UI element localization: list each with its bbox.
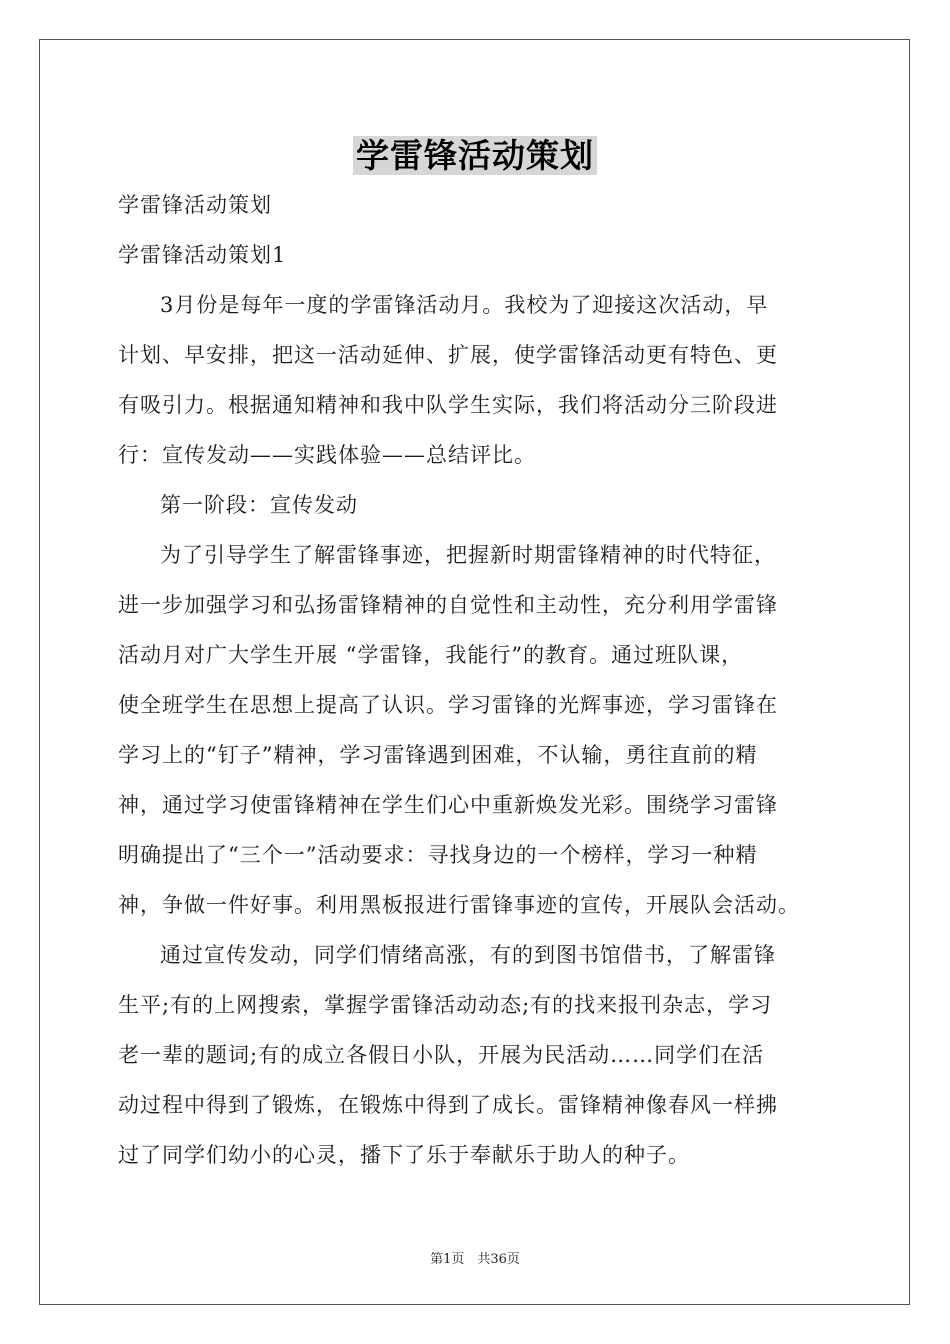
text-line: 活动月对广大学生开展 “学雷锋，我能行”的教育。通过班队课， bbox=[118, 643, 744, 667]
text-line: 为了引导学生了解雷锋事迹，把握新时期雷锋精神的时代特征， bbox=[160, 543, 776, 567]
text-line: 学雷锋活动策划 bbox=[118, 193, 272, 217]
text-line: 明确提出了“三个一”活动要求：寻找身边的一个榜样，学习一种精 bbox=[118, 843, 758, 867]
text-line: 3月份是每年一度的学雷锋活动月。我校为了迎接这次活动，早 bbox=[160, 293, 769, 317]
paragraph bbox=[118, 280, 838, 480]
paragraph bbox=[118, 480, 838, 530]
paragraph bbox=[118, 180, 838, 230]
text-line: 神，通过学习使雷锋精神在学生们心中重新焕发光彩。围绕学习雷锋 bbox=[118, 793, 778, 817]
page-footer: 第1页 共36页 bbox=[430, 1252, 520, 1267]
text-line: 有吸引力。根据通知精神和我中队学生实际，我们将活动分三阶段进 bbox=[118, 393, 778, 417]
text-line: 神，争做一件好事。利用黑板报进行雷锋事迹的宣传，开展队会活动。 bbox=[118, 893, 800, 917]
paragraph bbox=[118, 930, 838, 1180]
paragraph bbox=[118, 530, 838, 930]
text-line: 进一步加强学习和弘扬雷锋精神的自觉性和主动性，充分利用学雷锋 bbox=[118, 593, 778, 617]
text-line: 过了同学们幼小的心灵，播下了乐于奉献乐于助人的种子。 bbox=[118, 1143, 690, 1167]
text-line: 行：宣传发动——实践体验——总结评比。 bbox=[118, 443, 536, 467]
text-line: 学雷锋活动策划1 bbox=[118, 243, 287, 267]
document-body bbox=[118, 180, 838, 1180]
text-line: 生平;有的上网搜索，掌握学雷锋活动动态;有的找来报刊杂志，学习 bbox=[118, 993, 773, 1017]
text-line: 第一阶段：宣传发动 bbox=[160, 493, 358, 517]
document-title: 学雷锋活动策划 bbox=[353, 136, 597, 175]
text-line: 计划、早安排，把这一活动延伸、扩展，使学雷锋活动更有特色、更 bbox=[118, 343, 778, 367]
text-line: 老一辈的题词;有的成立各假日小队，开展为民活动……同学们在活 bbox=[118, 1043, 765, 1067]
text-line: 通过宣传发动，同学们情绪高涨，有的到图书馆借书，了解雷锋 bbox=[160, 943, 776, 967]
text-line: 使全班学生在思想上提高了认识。学习雷锋的光辉事迹，学习雷锋在 bbox=[118, 693, 778, 717]
paragraph bbox=[118, 230, 838, 280]
text-line: 动过程中得到了锻炼，在锻炼中得到了成长。雷锋精神像春风一样拂 bbox=[118, 1093, 778, 1117]
document-title-wrap bbox=[0, 130, 950, 177]
text-line: 学习上的“钉子”精神，学习雷锋遇到困难，不认输，勇往直前的精 bbox=[118, 743, 758, 767]
